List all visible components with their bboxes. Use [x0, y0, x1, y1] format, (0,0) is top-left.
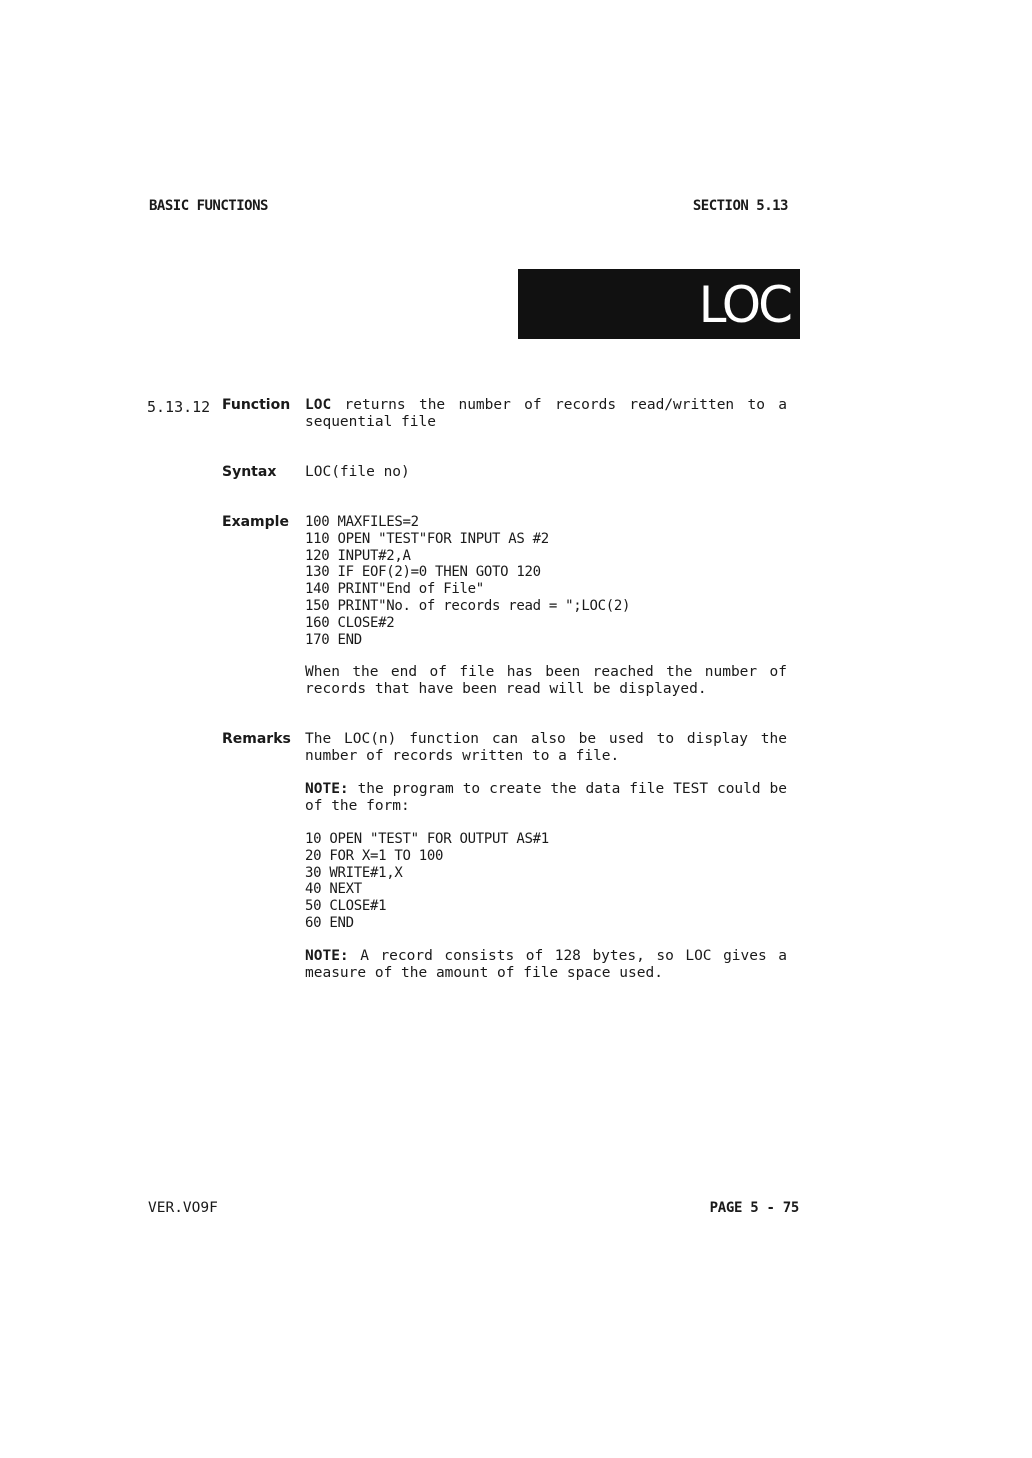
code-line: 170 END: [305, 632, 362, 648]
function-text: returns the number of records read/written to a sequential file: [305, 397, 787, 430]
page-number: PAGE 5 - 75: [709, 1200, 799, 1216]
code-line: 60 END: [305, 915, 354, 931]
example-label: Example: [222, 514, 289, 530]
code-line: 40 NEXT: [305, 881, 362, 897]
code-line: 50 CLOSE#1: [305, 898, 387, 914]
remarks-text: The LOC(n) function can also be used to display the number of records written to a file.: [305, 731, 787, 764]
note-label: NOTE:: [305, 948, 349, 964]
section-number: 5.13.12: [147, 398, 211, 416]
function-label: Function: [222, 397, 291, 413]
note-paragraph-1: [305, 781, 787, 815]
code-line: 140 PRINT"End of File": [305, 581, 484, 597]
code-line: 150 PRINT"No. of records read = ";LOC(2): [305, 598, 631, 614]
syntax-text: LOC(file no): [305, 464, 410, 480]
banner-title: LOC: [698, 276, 790, 334]
note-text: the program to create the data file TEST could be of the form:: [305, 781, 787, 814]
function-description: [305, 397, 787, 431]
note-label: NOTE:: [305, 781, 349, 797]
function-keyword: LOC: [305, 397, 332, 413]
code-line: 20 FOR X=1 TO 100: [305, 848, 444, 864]
running-header-title: BASIC FUNCTIONS: [149, 198, 268, 214]
code-line: 120 INPUT#2,A: [305, 548, 411, 564]
note-text: A record consists of 128 bytes, so LOC gives a measure of the amount of file space used.: [305, 948, 787, 981]
syntax-label: Syntax: [222, 464, 277, 480]
code-line: 10 OPEN "TEST" FOR OUTPUT AS#1: [305, 831, 549, 847]
keyword-banner: [518, 269, 800, 339]
code-line: 160 CLOSE#2: [305, 615, 395, 631]
running-header-section: SECTION 5.13: [692, 198, 788, 214]
code-line: 100 MAXFILES=2: [305, 514, 419, 530]
code-line: 110 OPEN "TEST"FOR INPUT AS #2: [305, 531, 549, 547]
code-line: 130 IF EOF(2)=0 THEN GOTO 120: [305, 564, 541, 580]
version-footer: VER.VO9F: [148, 1200, 218, 1216]
example-note: When the end of file has been reached the number of records that have been read will be displayed.: [305, 664, 787, 697]
note-paragraph-2: [305, 948, 787, 982]
remarks-label: Remarks: [222, 731, 291, 747]
code-line: 30 WRITE#1,X: [305, 865, 403, 881]
